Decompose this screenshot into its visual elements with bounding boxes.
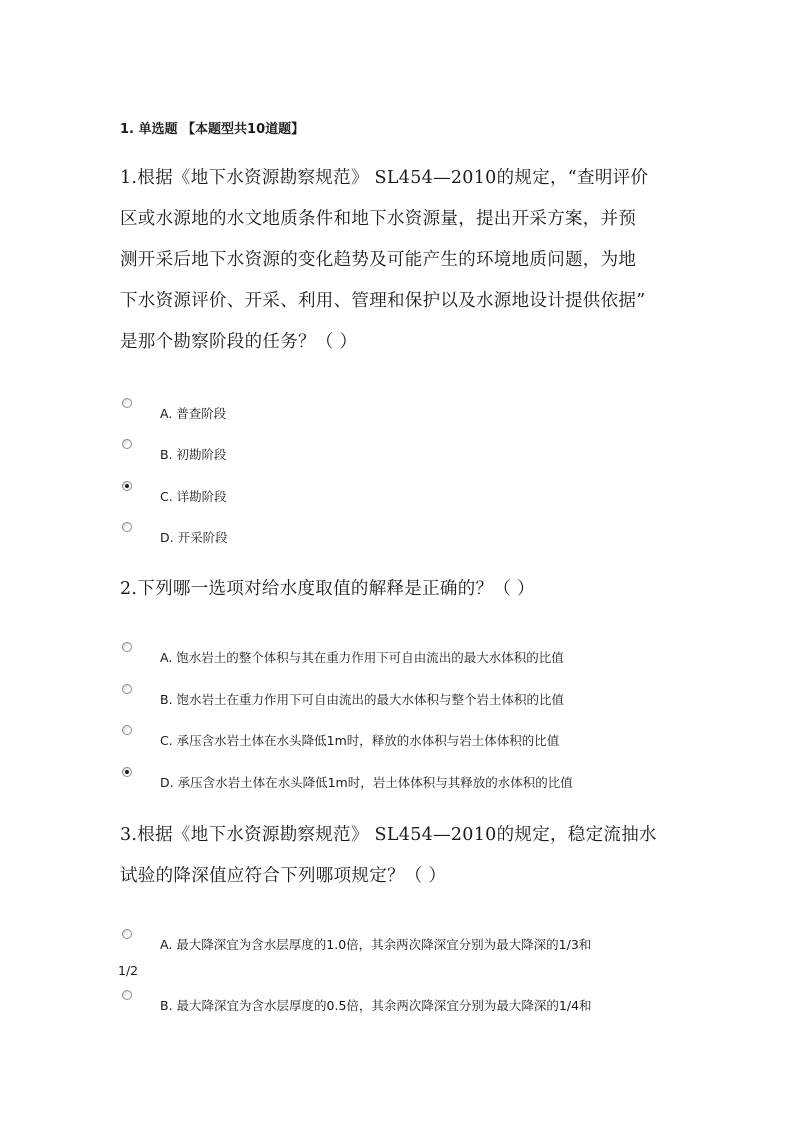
radio-button[interactable] — [122, 398, 132, 408]
radio-button-checked[interactable] — [122, 767, 132, 777]
radio-button[interactable] — [122, 642, 132, 652]
question-stem-line: 试验的降深值应符合下列哪项规定？（ ） — [120, 866, 447, 886]
question-stem-line: 3.根据《地下水资源勘察规范》 SL454—2010的规定，稳定流抽水 — [120, 825, 657, 845]
option-label: D. 承压含水岩土体在水头降低1m时，岩土体体积与其释放的水体积的比值 — [160, 775, 573, 790]
question-3-option-a[interactable] — [118, 929, 688, 978]
question-1-option-d[interactable] — [118, 522, 688, 546]
question-3-option-b[interactable] — [118, 990, 688, 1014]
question-1-option-a[interactable] — [118, 398, 688, 422]
option-label: A. 普查阶段 — [160, 406, 227, 421]
question-stem-line: 区或水源地的水文地质条件和地下水资源量，提出开采方案，并预 — [120, 209, 637, 229]
radio-button[interactable] — [122, 725, 132, 735]
option-label: C. 承压含水岩土体在水头降低1m时，释放的水体积与岩土体体积的比值 — [160, 733, 560, 748]
radio-button[interactable] — [122, 522, 132, 532]
option-label: B. 最大降深宜为含水层厚度的0.5倍，其余两次降深宜分别为最大降深的1/4和 — [160, 998, 592, 1013]
question-1-option-c[interactable] — [118, 481, 688, 505]
radio-button[interactable] — [122, 929, 132, 939]
radio-button[interactable] — [122, 684, 132, 694]
option-label: D. 开采阶段 — [160, 530, 228, 545]
question-2-option-a[interactable] — [118, 642, 688, 666]
option-label: A. 最大降深宜为含水层厚度的1.0倍，其余两次降深宜分别为最大降深的1/3和 — [160, 937, 592, 952]
question-2-stem — [120, 569, 680, 610]
radio-button[interactable] — [122, 990, 132, 1000]
option-label: B. 饱水岩土在重力作用下可自由流出的最大水体积与整个岩土体积的比值 — [160, 692, 565, 707]
question-stem-line: 测开采后地下水资源的变化趋势及可能产生的环境地质问题，为地 — [120, 250, 637, 270]
question-2-option-b[interactable] — [118, 684, 688, 708]
question-2-option-d[interactable] — [118, 767, 688, 791]
option-label-continuation: 1/2 — [118, 963, 139, 978]
radio-button[interactable] — [122, 439, 132, 449]
radio-button-checked[interactable] — [122, 481, 132, 491]
option-label: A. 饱水岩土的整个体积与其在重力作用下可自由流出的最大水体积的比值 — [160, 650, 564, 665]
question-2-option-c[interactable] — [118, 725, 688, 749]
question-stem-line: 2.下列哪一选项对给水度取值的解释是正确的？（ ） — [120, 579, 535, 599]
option-label: B. 初勘阶段 — [160, 447, 227, 462]
question-1-stem — [120, 158, 680, 363]
question-stem-line: 是那个勘察阶段的任务？（ ） — [120, 332, 358, 352]
option-label: C. 详勘阶段 — [160, 489, 227, 504]
question-stem-line: 1.根据《地下水资源勘察规范》 SL454—2010的规定，“查明评价 — [120, 168, 649, 188]
question-3-stem — [120, 815, 680, 897]
section-title: 1. 单选题 【本题型共10道题】 — [120, 122, 305, 137]
question-stem-line: 下水资源评价、开采、利用、管理和保护以及水源地设计提供依据” — [120, 291, 646, 311]
question-1-option-b[interactable] — [118, 439, 688, 463]
